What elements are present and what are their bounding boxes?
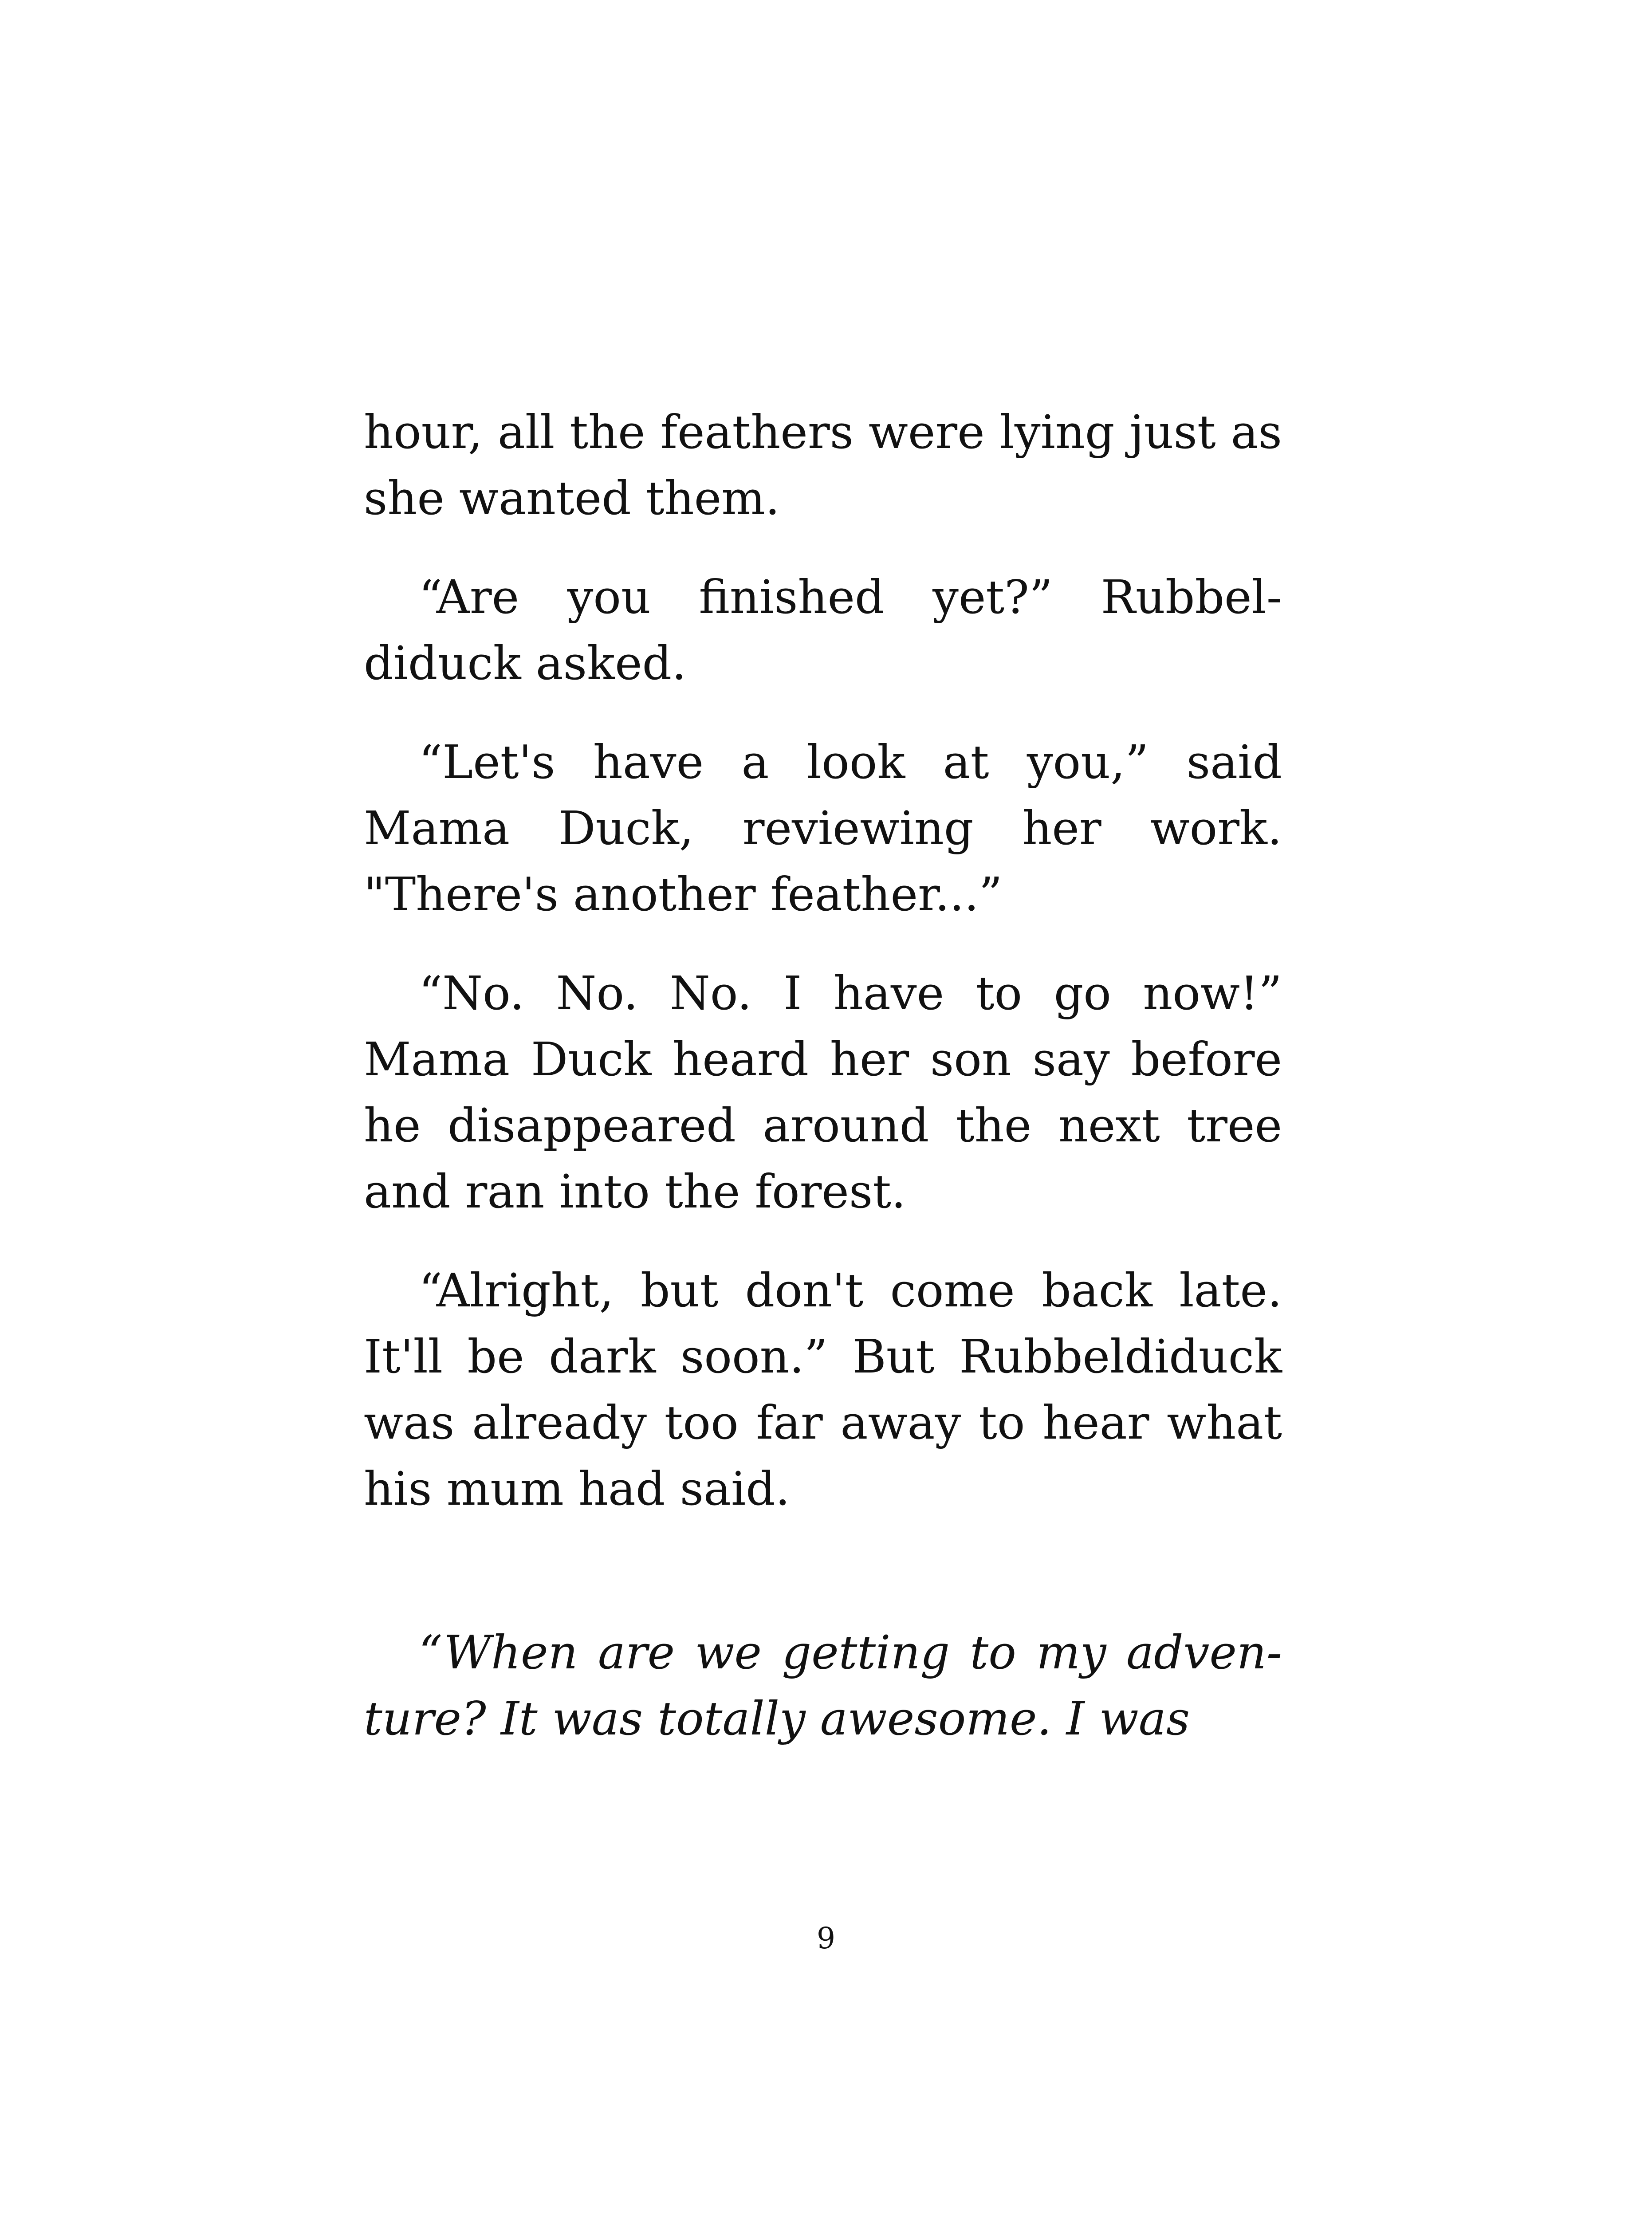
paragraph-dialogue: “Let's have a look at you,” said Mama Duck, reviewing her work. "There's another feather...”: [364, 735, 1282, 921]
paragraph-italic-aside: “When are we getting to my adventure? It was totally awesome. I was: [364, 1625, 1282, 1746]
paragraph-dialogue: “Are you finished yet?” Rubbeldiduck asked.: [364, 570, 1282, 690]
paragraph-dialogue: “Alright, but don't come back late. It'll be dark soon.” But Rubbeldiduck was already too far away to hear what his mum had said.: [364, 1263, 1282, 1516]
page-number: 9: [817, 1921, 835, 1955]
paragraph-dialogue: “No. No. No. I have to go now!” Mama Duck heard her son say before he disappeared around the next tree and ran into the forest.: [364, 966, 1282, 1219]
paragraph-continued: hour, all the feathers were lying just as she wanted them.: [364, 405, 1282, 525]
text-column: [364, 399, 1282, 1785]
